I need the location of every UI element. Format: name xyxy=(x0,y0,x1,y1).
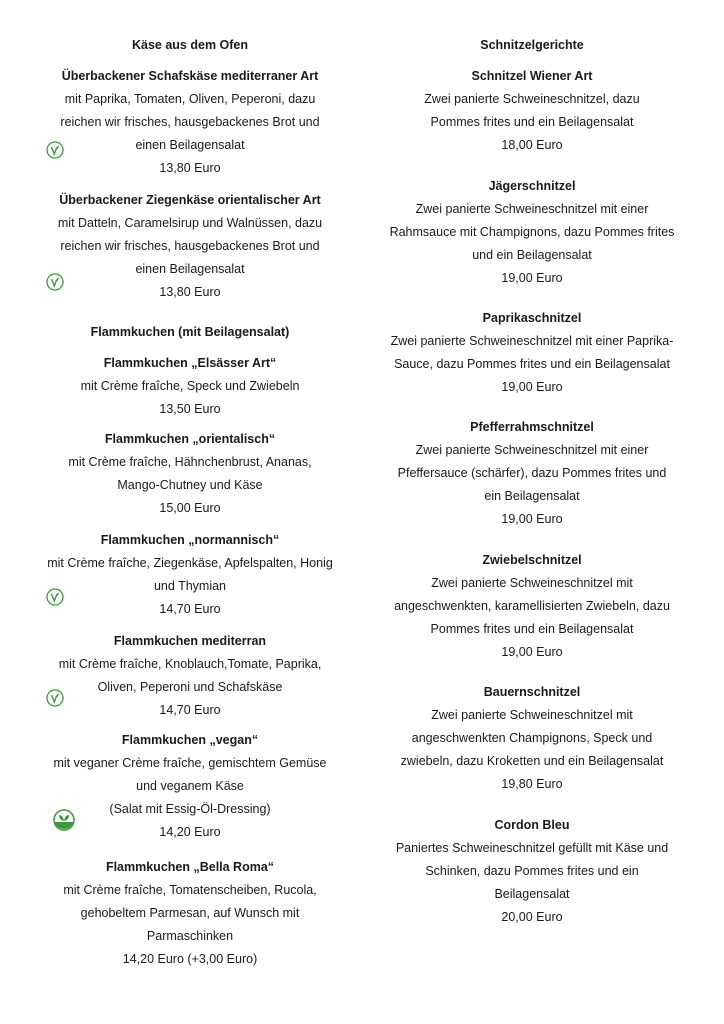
dish-description: einen Beilagensalat xyxy=(135,261,245,276)
dish-description: mit veganer Crème fraîche, gemischtem Gemüse xyxy=(53,755,327,770)
dish-description: Beilagensalat xyxy=(494,886,570,901)
dish-description: mit Crème fraîche, Speck und Zwiebeln xyxy=(80,378,300,393)
dish-price: 19,80 Euro xyxy=(501,776,563,791)
section-heading xyxy=(40,34,340,57)
dish-description: Zwei panierte Schweineschnitzel mit xyxy=(431,707,633,722)
menu-item xyxy=(40,729,340,844)
dish-title: Jägerschnitzel xyxy=(488,178,576,193)
dish-description: mit Crème fraîche, Tomatenscheiben, Rucola, xyxy=(63,882,317,897)
dish-title: Cordon Bleu xyxy=(494,817,570,832)
dish-price: 19,00 Euro xyxy=(501,270,563,285)
dish-description: ein Beilagensalat xyxy=(484,488,580,503)
dish-description: angeschwenkten Champignons, Speck und xyxy=(411,730,653,745)
dish-description: Mango-Chutney und Käse xyxy=(117,477,263,492)
menu-item xyxy=(382,65,682,157)
dish-description: zwiebeln, dazu Kroketten und ein Beilagensalat xyxy=(400,753,664,768)
dish-title: Paprikaschnitzel xyxy=(482,310,582,325)
section-title: Flammkuchen (mit Beilagensalat) xyxy=(90,324,290,339)
dish-description: mit Paprika, Tomaten, Oliven, Peperoni, dazu xyxy=(64,91,316,106)
dish-description: Pfeffersauce (schärfer), dazu Pommes frites und xyxy=(397,465,667,480)
dish-description: gehobeltem Parmesan, auf Wunsch mit xyxy=(80,905,300,920)
dish-title: Überbackener Ziegenkäse orientalischer Art xyxy=(59,192,321,207)
dish-description: und ein Beilagensalat xyxy=(472,247,592,262)
section-title: Käse aus dem Ofen xyxy=(131,37,248,52)
dish-price: 20,00 Euro xyxy=(501,909,563,924)
dish-price: 18,00 Euro xyxy=(501,137,563,152)
dish-description: Parmaschinken xyxy=(146,928,234,943)
menu-item xyxy=(382,416,682,531)
dish-title: Flammkuchen „Elsässer Art“ xyxy=(103,355,277,370)
dish-title: Überbackener Schafskäse mediterraner Art xyxy=(61,68,319,83)
dish-price: 14,20 Euro (+3,00 Euro) xyxy=(122,951,258,966)
dish-description: einen Beilagensalat xyxy=(135,137,245,152)
dish-description: Sauce, dazu Pommes frites und ein Beilagensalat xyxy=(394,356,670,371)
dish-title: Pfefferrahmschnitzel xyxy=(470,419,594,434)
dish-title: Flammkuchen mediterran xyxy=(113,633,267,648)
dish-price: 13,80 Euro xyxy=(159,284,221,299)
menu-item xyxy=(40,529,340,621)
dish-price: 19,00 Euro xyxy=(501,379,563,394)
dish-description: Zwei panierte Schweineschnitzel mit einer Paprika- xyxy=(390,333,674,348)
dish-description: Paniertes Schweineschnitzel gefüllt mit Käse und xyxy=(395,840,669,855)
dish-title: Flammkuchen „orientalisch“ xyxy=(104,431,276,446)
dish-description: Oliven, Peperoni und Schafskäse xyxy=(97,679,283,694)
dish-title: Zwiebelschnitzel xyxy=(482,552,582,567)
section-heading xyxy=(40,321,340,344)
dish-description: mit Crème fraîche, Hähnchenbrust, Ananas, xyxy=(68,454,312,469)
dish-description: Zwei panierte Schweineschnitzel mit einer xyxy=(415,201,649,216)
dish-description: reichen wir frisches, hausgebackenes Brot und xyxy=(60,238,320,253)
dish-price: 19,00 Euro xyxy=(501,511,563,526)
dish-price: 14,70 Euro xyxy=(159,601,221,616)
dish-price: 14,70 Euro xyxy=(159,702,221,717)
dish-description: angeschwenkten, karamellisierten Zwiebeln, dazu xyxy=(394,598,670,613)
menu-item xyxy=(382,814,682,929)
section-heading xyxy=(382,34,682,57)
dish-description: und Thymian xyxy=(153,578,227,593)
dish-description: (Salat mit Essig-Öl-Dressing) xyxy=(109,801,271,816)
menu-item xyxy=(40,428,340,520)
dish-description: mit Crème fraîche, Knoblauch,Tomate, Paprika, xyxy=(58,656,322,671)
dish-description: und veganem Käse xyxy=(136,778,244,793)
dish-description: Schinken, dazu Pommes frites und ein xyxy=(425,863,639,878)
dish-description: Pommes frites und ein Beilagensalat xyxy=(430,621,634,636)
dish-price: 19,00 Euro xyxy=(501,644,563,659)
dish-description: reichen wir frisches, hausgebackenes Brot und xyxy=(60,114,320,129)
section-title: Schnitzelgerichte xyxy=(480,37,584,52)
vegetarian-icon xyxy=(46,689,64,707)
vegetarian-icon xyxy=(46,588,64,606)
dish-description: mit Crème fraîche, Ziegenkäse, Apfelspalten, Honig xyxy=(47,555,333,570)
dish-description: Zwei panierte Schweineschnitzel, dazu xyxy=(424,91,640,106)
menu-item xyxy=(40,65,340,180)
dish-title: Flammkuchen „Bella Roma“ xyxy=(105,859,275,874)
dish-price: 13,80 Euro xyxy=(159,160,221,175)
dish-title: Flammkuchen „vegan“ xyxy=(121,732,259,747)
menu-item xyxy=(382,681,682,796)
menu-item xyxy=(382,549,682,664)
dish-description: Zwei panierte Schweineschnitzel mit einer xyxy=(415,442,649,457)
menu-item xyxy=(40,856,340,971)
vegetarian-icon xyxy=(46,141,64,159)
dish-description: Pommes frites und ein Beilagensalat xyxy=(430,114,634,129)
menu-item xyxy=(40,630,340,722)
dish-price: 14,20 Euro xyxy=(159,824,221,839)
dish-price: 13,50 Euro xyxy=(159,401,221,416)
menu-item xyxy=(40,189,340,304)
dish-price: 15,00 Euro xyxy=(159,500,221,515)
dish-title: Schnitzel Wiener Art xyxy=(471,68,593,83)
dish-description: Rahmsauce mit Champignons, dazu Pommes frites xyxy=(389,224,675,239)
dish-description: Zwei panierte Schweineschnitzel mit xyxy=(431,575,633,590)
dish-title: Bauernschnitzel xyxy=(483,684,581,699)
dish-description: mit Datteln, Caramelsirup und Walnüssen, dazu xyxy=(57,215,323,230)
vegan-icon xyxy=(53,809,71,827)
menu-item xyxy=(382,307,682,399)
menu-item xyxy=(40,352,340,421)
menu-item xyxy=(382,175,682,290)
vegetarian-icon xyxy=(46,273,64,291)
dish-title: Flammkuchen „normannisch“ xyxy=(100,532,280,547)
